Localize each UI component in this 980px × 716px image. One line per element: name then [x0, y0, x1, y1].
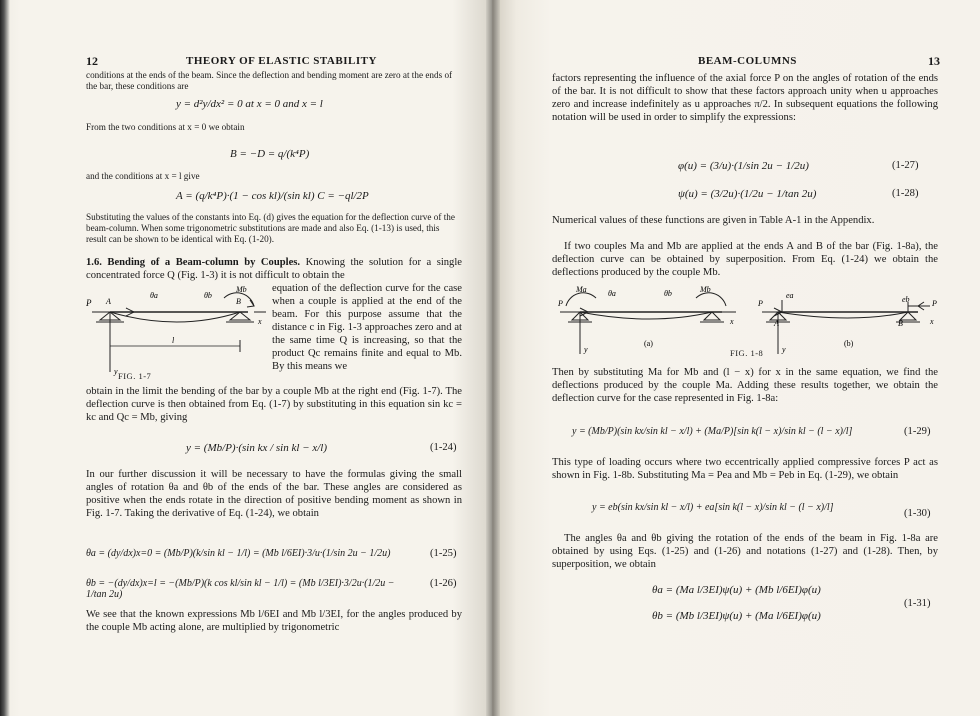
fig-label-theta-a: θa	[150, 291, 158, 300]
book-edge-shadow	[0, 0, 10, 716]
fig-label-theta-a: θa	[608, 289, 616, 298]
book-gutter	[486, 0, 500, 716]
fig-label-Mb: Mb	[236, 285, 247, 294]
equation-number: (1-28)	[892, 188, 919, 199]
equation-1-31a: θa = (Ma l/3EI)ψ(u) + (Mb l/6EI)φ(u)	[652, 584, 821, 596]
fig-label-theta-b: θb	[204, 291, 212, 300]
equation-1-27: φ(u) = (3/u)·(1/sin 2u − 1/2u)	[678, 160, 809, 172]
paragraph: conditions at the ends of the beam. Since the deflection and bending moment are zero at the ends of the bar, these conditions are	[86, 70, 453, 91]
paragraph: The angles θa and θb giving the rotation of the ends of the beam in Fig. 1-8a are obtained by using Eqs. (1-25) and (1-26) and notations (1-27) and (1-28). Then, by superposition, we obtain	[552, 533, 938, 570]
equation-1-28: ψ(u) = (3/2u)·(1/2u − 1/tan 2u)	[678, 188, 817, 200]
fig-label-y: y	[584, 345, 588, 354]
paragraph: Numerical values of these functions are given in Table A-1 in the Appendix.	[552, 215, 875, 226]
paragraph: If two couples Ma and Mb are applied at the ends A and B of the bar (Fig. 1-8a), the deflection curve can be obtained by superposition. From Eq. (1-24) we obtain the deflections produced by the couple Mb.	[552, 241, 938, 278]
equation-1-30: y = eb(sin kx/sin kl − x/l) + ea[sin k(l − x)/sin kl − (l − x)/l]	[592, 502, 834, 513]
paragraph	[86, 256, 462, 282]
fig-label-x: x	[730, 317, 734, 326]
section-text: Knowing the solution for a single concentrated force Q (Fig. 1-3) it is not difficult to obtain the	[86, 257, 462, 281]
running-head: THEORY OF ELASTIC STABILITY	[186, 55, 377, 67]
figure-caption: FIG. 1-8	[730, 348, 764, 358]
fig-label-A: A	[774, 319, 779, 328]
fig-label-x: x	[930, 317, 934, 326]
fig-label-theta-b: θb	[664, 289, 672, 298]
equation: y = d²y/dx² = 0 at x = 0 and x = l	[176, 98, 323, 110]
fig-label-P: P	[558, 299, 563, 308]
fig-label-Ma: Ma	[576, 285, 587, 294]
fig-label-B: B	[898, 319, 903, 328]
equation-1-24: y = (Mb/P)·(sin kx / sin kl − x/l)	[186, 442, 327, 454]
fig-label-P: P	[932, 299, 937, 308]
equation-number: (1-30)	[904, 508, 931, 519]
section-title: 1.6. Bending of a Beam-column by Couples.	[86, 257, 301, 268]
paragraph: Substituting the values of the constants into Eq. (d) gives the equation for the deflection curve of the beam-column. When some trigonometric substitutions are made and also Eq. (1-13) is used, this result can be shown to be identical with Eq. (1-20).	[86, 212, 455, 244]
equation-number: (1-27)	[892, 160, 919, 171]
fig-label-eb: eb	[902, 295, 910, 304]
fig-label-A: A	[106, 297, 111, 306]
paragraph: Then by substituting Ma for Mb and (l − x) for x in the same equation, we find the deflections produced by the couple Ma. Adding these results together, we obtain the deflection curve for the case represented in Fig. 1-8a:	[552, 367, 938, 404]
fig-label-ea: ea	[786, 291, 794, 300]
page-number: 12	[86, 54, 98, 68]
paragraph: We see that the known expressions Mb l/6EI and Mb l/3EI, for the angles produced by the couple Mb acting alone, are multiplied by trigonometric	[86, 609, 462, 633]
page-number: 13	[928, 54, 940, 68]
fig-label-y: y	[782, 345, 786, 354]
paragraph: factors representing the influence of the axial force P on the angles of rotation of the ends of the bar. It is not difficult to show that these factors approach unity when u approaches zero and increase indefinitely as u approaches π/2. In subsequent equations the following notation will be used in order to simplify the expressions:	[552, 73, 938, 123]
figure-caption: FIG. 1-7	[118, 371, 152, 381]
equation-1-25: θa = (dy/dx)x=0 = (Mb/P)(k/sin kl − 1/l) = (Mb l/6EI)·3/u·(1/sin 2u − 1/2u)	[86, 548, 391, 559]
equation-1-29: y = (Mb/P)(sin kx/sin kl − x/l) + (Ma/P)[sin k(l − x)/sin kl − (l − x)/l]	[572, 426, 853, 437]
fig-label-P: P	[86, 298, 92, 308]
equation-1-26: θb = −(dy/dx)x=l = −(Mb/P)(k cos kl/sin kl − 1/l) = (Mb l/3EI)·3/2u·(1/2u − 1/tan 2u)	[86, 578, 395, 600]
right-page	[492, 0, 980, 716]
paragraph-wrap: equation of the deflection curve for the case when a couple is applied at the end of the beam. For this purpose assume that the distance c in Fig. 1-3 approaches zero and at the same time Q is increasing, so that the product Qc remains finite and equal to Mb. By this means we	[272, 283, 462, 372]
paragraph: From the two conditions at x = 0 we obtain	[86, 122, 245, 132]
paragraph: obtain in the limit the bending of the bar by a couple Mb at the right end (Fig. 1-7). The deflection curve is then obtained from Eq. (1-7) by substituting in this equation sin kc = kc and Qc = Mb, giving	[86, 386, 462, 423]
fig-label-y: y	[114, 367, 118, 376]
fig-label-B: B	[236, 297, 241, 306]
equation-number: (1-31)	[904, 598, 931, 609]
equation: A = (q/k⁴P)·(1 − cos kl)/(sin kl) C = −ql/2P	[176, 190, 369, 202]
equation-number: (1-25)	[430, 548, 457, 559]
fig-label-P: P	[758, 299, 763, 308]
figure-1-7	[86, 282, 268, 382]
paragraph: This type of loading occurs where two eccentrically applied compressive forces P act as shown in Fig. 1-8b. Substituting Ma = Pea and Mb = Peb in Eq. (1-29), we obtain	[552, 457, 938, 481]
fig-label-b: (b)	[844, 339, 854, 348]
equation-number: (1-26)	[430, 578, 457, 589]
equation-number: (1-24)	[430, 442, 457, 453]
fig-label-x: x	[258, 317, 262, 326]
paragraph: In our further discussion it will be necessary to have the formulas giving the small angles of rotation θa and θb of the ends of the bar. These angles are considered as positive when the ends rotate in the direction of positive bending moment as shown in Fig. 1-7. Taking the derivative of Eq. (1-24), we obtain	[86, 469, 462, 519]
equation-number: (1-29)	[904, 426, 931, 437]
paragraph: and the conditions at x = l give	[86, 171, 200, 181]
equation: B = −D = q/(k⁴P)	[230, 148, 310, 160]
fig-label-l: l	[172, 336, 175, 345]
equation-1-31b: θb = (Mb l/3EI)ψ(u) + (Ma l/6EI)φ(u)	[652, 610, 821, 622]
fig-label-a: (a)	[644, 339, 653, 348]
fig-label-Mb: Mb	[700, 285, 711, 294]
running-head: BEAM-COLUMNS	[698, 55, 797, 67]
